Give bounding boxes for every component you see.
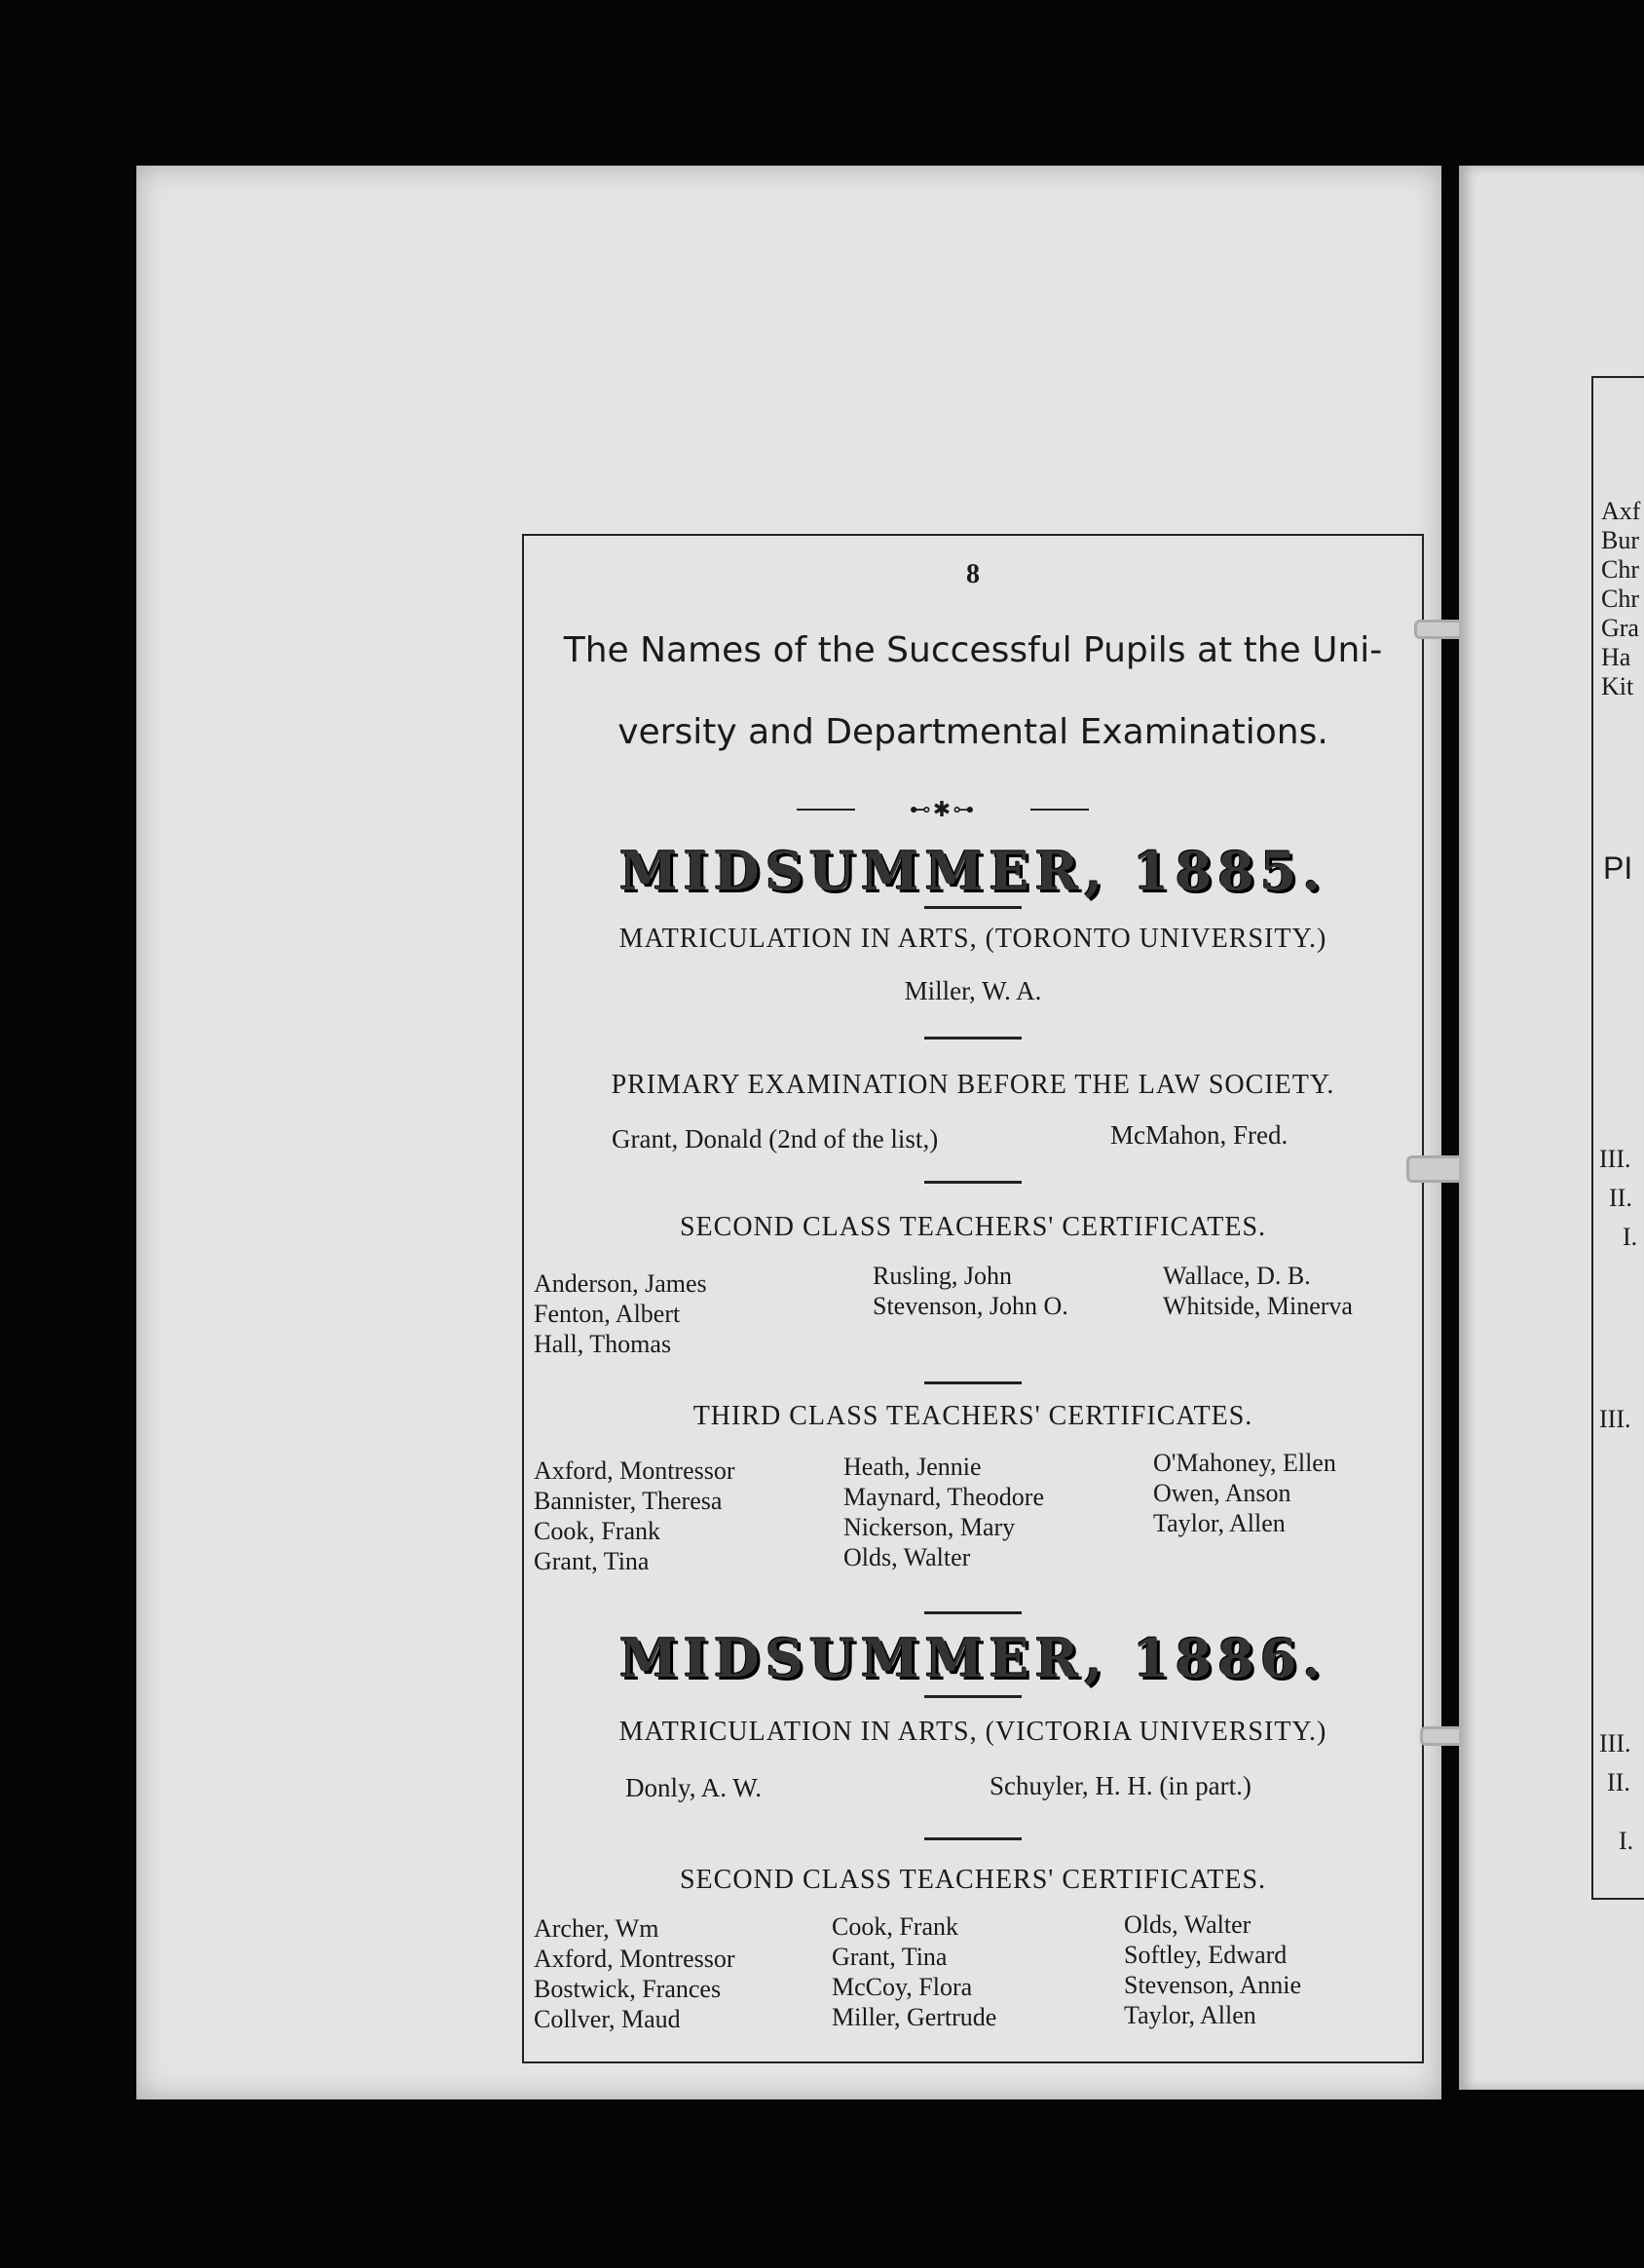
divider-rule — [924, 1837, 1022, 1840]
second-1885-col-1 — [534, 1268, 707, 1359]
name-entry: Heath, Jennie — [843, 1453, 982, 1481]
law-name-2: McMahon, Fred. — [1110, 1120, 1289, 1150]
right-numerals-b: III. — [1599, 1405, 1631, 1433]
matric-1886-name-2: Schuyler, H. H. (in part.) — [990, 1771, 1252, 1800]
name-entry: Maynard, Theodore — [843, 1483, 1045, 1511]
name-entry: Olds, Walter — [1124, 1910, 1252, 1939]
page-title — [524, 610, 1422, 774]
page-number: 8 — [966, 559, 980, 589]
divider-rule — [924, 1181, 1022, 1184]
divider-rule — [924, 1381, 1022, 1384]
matric-1886-name-1: Donly, A. W. — [625, 1773, 763, 1802]
name-entry: Owen, Anson — [1153, 1479, 1291, 1507]
right-heading-fragment: PI — [1603, 850, 1633, 886]
heading-second-class-1885: SECOND CLASS TEACHERS' CERTIFICATES. — [679, 1212, 1267, 1242]
name-entry: Bannister, Theresa — [534, 1487, 723, 1515]
left-page — [136, 166, 1441, 2099]
name-entry: Olds, Walter — [843, 1543, 971, 1571]
name-entry: McCoy, Flora — [832, 1973, 973, 2001]
third-1885-col-3 — [1153, 1448, 1336, 1538]
heading-second-class-1886: SECOND CLASS TEACHERS' CERTIFICATES. — [679, 1865, 1267, 1895]
third-1885-col-2 — [843, 1452, 1044, 1572]
name-entry: Collver, Maud — [534, 2005, 681, 2033]
divider-rule — [924, 1611, 1022, 1614]
name-entry: Taylor, Allen — [1153, 1509, 1286, 1537]
matric-1885-name: Miller, W. A. — [904, 976, 1042, 1005]
ornament-divider: ⊷✱⊶ — [836, 797, 1050, 822]
banner-1886: MIDSUMMER, 1886. — [618, 1627, 1327, 1689]
name-entry: Miller, Gertrude — [832, 2003, 997, 2031]
name-entry: Rusling, John — [873, 1262, 1013, 1290]
name-entry: Hall, Thomas — [534, 1330, 672, 1358]
second-1886-col-3 — [1124, 1909, 1301, 2030]
name-entry: Archer, Wm — [534, 1914, 659, 1943]
heading-law-society: PRIMARY EXAMINATION BEFORE THE LAW SOCIETY. — [611, 1070, 1335, 1100]
name-entry: Softley, Edward — [1124, 1941, 1288, 1969]
divider-rule — [924, 1695, 1022, 1698]
title-line-2: versity and Departmental Examinations. — [617, 712, 1328, 752]
name-entry: Grant, Tina — [832, 1943, 948, 1971]
second-1886-col-1 — [534, 1913, 735, 2034]
name-entry: Wallace, D. B. — [1163, 1262, 1311, 1290]
name-entry: Stevenson, Annie — [1124, 1971, 1301, 1999]
name-entry: Fenton, Albert — [534, 1300, 681, 1328]
name-entry: O'Mahoney, Ellen — [1153, 1449, 1336, 1477]
name-entry: Bostwick, Frances — [534, 1975, 722, 2003]
page-frame — [522, 534, 1424, 2063]
second-1885-col-2 — [873, 1261, 1068, 1321]
right-numerals-c: III. II. I. — [1599, 1729, 1634, 1855]
name-entry: Nickerson, Mary — [843, 1513, 1016, 1541]
name-entry: Taylor, Allen — [1124, 2001, 1256, 2029]
third-1885-col-1 — [534, 1455, 735, 1576]
banner-1885: MIDSUMMER, 1885. — [618, 840, 1327, 902]
name-entry: Grant, Tina — [534, 1547, 650, 1575]
heading-matric-1885: MATRICULATION IN ARTS, (TORONTO UNIVERSITY.) — [618, 924, 1327, 954]
heading-third-class-1885: THIRD CLASS TEACHERS' CERTIFICATES. — [692, 1401, 1253, 1431]
second-1886-col-2 — [832, 1911, 996, 2032]
right-page-edge — [1459, 166, 1644, 2090]
name-entry: Anderson, James — [534, 1269, 707, 1298]
name-entry: Whitside, Minerva — [1163, 1292, 1353, 1320]
name-entry: Axford, Montressor — [534, 1945, 735, 1973]
title-line-1: The Names of the Successful Pupils at the Uni- — [563, 630, 1383, 670]
second-1885-col-3 — [1163, 1261, 1353, 1321]
name-entry: Stevenson, John O. — [873, 1292, 1068, 1320]
heading-matric-1886: MATRICULATION IN ARTS, (VICTORIA UNIVERSITY.) — [618, 1717, 1327, 1747]
name-entry: Axford, Montressor — [534, 1456, 735, 1485]
name-entry: Cook, Frank — [832, 1912, 958, 1941]
right-names-fragment: Axf Bur Chr Chr Gra Ha Kit — [1601, 497, 1641, 700]
name-entry: Cook, Frank — [534, 1517, 660, 1545]
law-name-1: Grant, Donald (2nd of the list,) — [612, 1124, 939, 1153]
divider-rule — [924, 906, 1022, 909]
right-numerals-a: III. II. I. — [1599, 1145, 1638, 1251]
divider-rule — [924, 1037, 1022, 1040]
